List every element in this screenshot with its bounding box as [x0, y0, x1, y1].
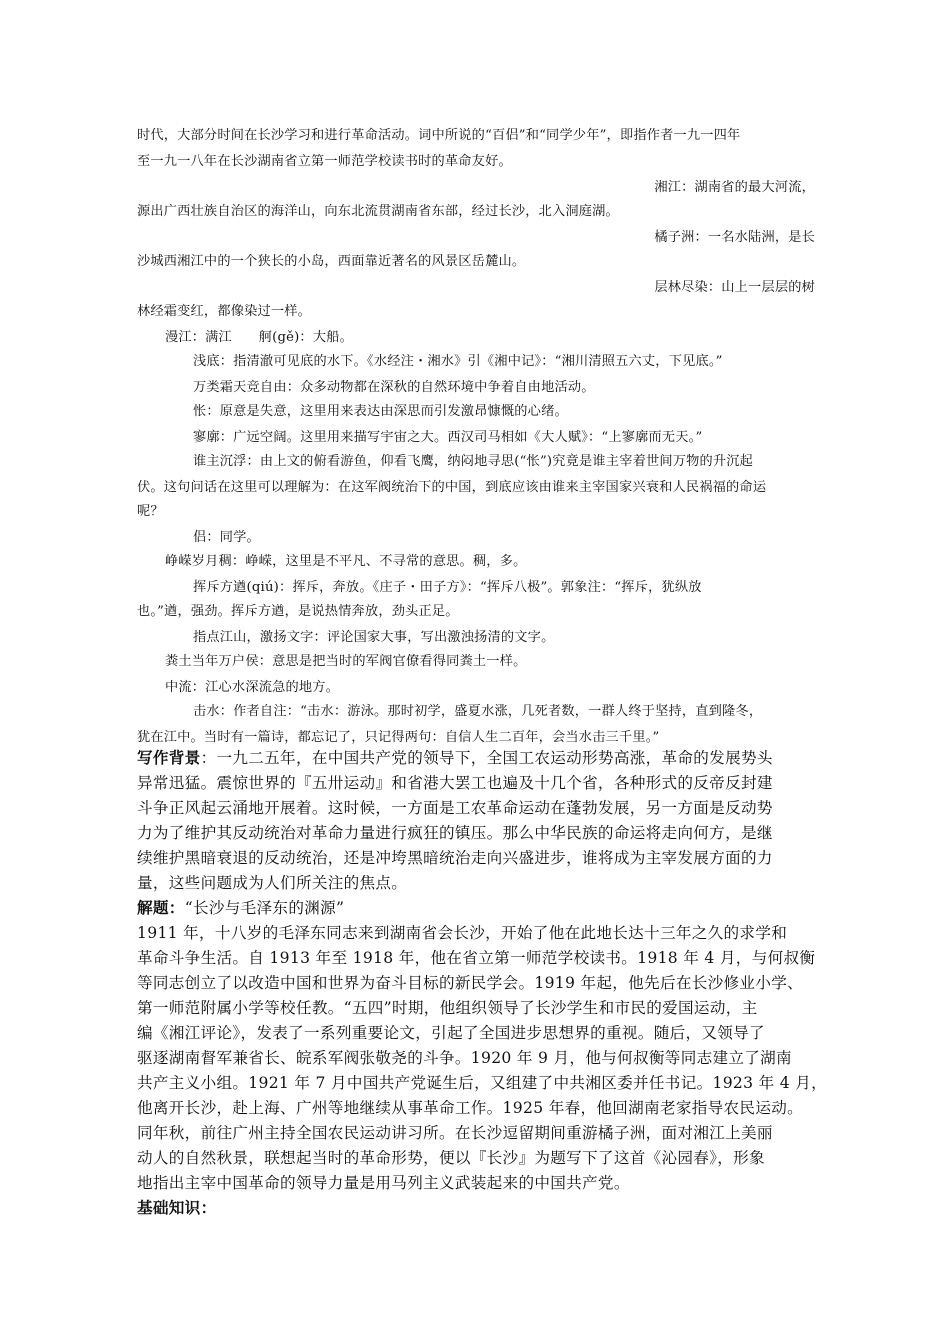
note-line: 湘江：湖南省的最大河流，	[654, 180, 815, 195]
solution-heading: 解题：	[137, 898, 185, 917]
writing-background-line: 异常迅猛。震惊世界的『五卅运动』和省港大罢工也遍及十几个省，各种形式的反帝反封建	[137, 774, 773, 792]
note-line: 伏。这句问话在这里可以理解为：在这军阀统治下的中国，到底应该由谁来主宰国家兴衰和人民祸福的命运	[137, 480, 767, 495]
solution-line: 革命斗争生活。自 1913 年至 1918 年，他在省立第一师范学校读书。1918 年 4 月，与何叔衡	[137, 949, 816, 967]
solution-line: 动人的自然秋景，联想起当时的革命形势，便以『长沙』为题写下了这首《沁园春》，形象	[137, 1149, 765, 1167]
solution-line: 地指出主宰中国革命的领导力量是用马列主义武装起来的中国共产党。	[137, 1174, 630, 1192]
note-line: 峥嵘岁月稠：峥嵘，这里是不平凡、不寻常的意思。稠，多。	[165, 554, 527, 569]
solution-line: 编《湘江评论》，发表了一系列重要论文，引起了全国进步思想界的重视。随后，又领导了	[137, 1024, 765, 1042]
solution-line: 驱逐湖南督军兼省长、皖系军阀张敬尧的斗争。1920 年 9 月，他与何叔衡等同志建立了湖南	[137, 1049, 792, 1067]
solution-line: 等同志创立了以改造中国和世界为奋斗目标的新民学会。1919 年起，他先后在长沙修业小学、	[137, 974, 803, 992]
solution-subtitle: “长沙与毛泽东的渊源”	[184, 899, 345, 917]
note-line: 怅：原意是失意，这里用来表达由深思而引发激昂慷慨的心绪。	[193, 404, 568, 419]
writing-background-line: 写作背景：一九二五年，在中国共产党的领导下，全国工农运动形势高涨，革命的发展势头	[137, 748, 773, 767]
note-line: 浅底：指清澈可见底的水下。《水经注・湘水》引《湘中记》：“湘川清照五六丈，下见底。”	[193, 354, 723, 369]
note-line: 层林尽染：山上一层层的树	[654, 280, 815, 295]
note-line: 万类霜天竞自由：众多动物都在深秋的自然环境中争着自由地活动。	[193, 380, 595, 395]
solution-line: 第一师范附属小学等校任教。“五四”时期，他组织领导了长沙学生和市民的爱国运动，主	[137, 999, 758, 1017]
writing-background-line: 量，这些问题成为人们所关注的焦点。	[137, 874, 408, 892]
writing-background-line: 力为了维护其反动统治对革命力量进行疯狂的镇压。那么中华民族的命运将走向何方，是继	[137, 824, 773, 842]
basic-knowledge-heading: 基础知识：	[137, 1198, 217, 1217]
note-line: 寥廓：广远空阔。这里用来描写宇宙之大。西汉司马相如《大人赋》：“上寥廓而无天。”	[193, 430, 703, 445]
note-line: 至一九一八年在长沙湖南省立第一师范学校读书时的革命友好。	[137, 154, 512, 169]
note-line: 沙城西湘江中的一个狭长的小岛，西面靠近著名的风景区岳麓山。	[137, 254, 526, 269]
note-line: 犹在江中。当时有一篇诗，都忘记了，只记得两句：自信人生二百年，会当水击三千里。”	[137, 730, 660, 745]
solution-heading-line	[137, 896, 827, 921]
note-line: 也。”遒，强劲。挥斥方遒，是说热情奔放，劲头正足。	[137, 604, 459, 619]
note-line: 呢？	[137, 504, 164, 519]
note-line: 指点江山，激扬文字：评论国家大事，写出激浊扬清的文字。	[193, 630, 555, 645]
note-line: 谁主沉浮：由上文的俯看游鱼，仰看飞鹰，纳闷地寻思(“怅”)究竟是谁主宰着世间万物的升沉起	[193, 454, 754, 469]
writing-background-heading: 写作背景	[137, 748, 201, 767]
note-line: 粪土当年万户侯：意思是把当时的军阀官僚看得同粪土一样。	[165, 654, 527, 669]
note-line: 林经霜变红，都像染过一样。	[137, 304, 312, 319]
note-line: 侣：同学。	[193, 530, 260, 545]
note-line: 时代，大部分时间在长沙学习和进行革命活动。词中所说的“百侣”和“同学少年”，即指作者一九一四年	[137, 128, 741, 143]
solution-line: 共产主义小组。1921 年 7 月中国共产党诞生后，又组建了中共湘区委并任书记。1923 年 4 月，	[137, 1074, 828, 1092]
solution-line: 同年秋，前往广州主持全国农民运动讲习所。在长沙逗留期间重游橘子洲，面对湘江上美丽	[137, 1124, 773, 1142]
note-line: 源出广西壮族自治区的海洋山，向东北流贯湖南省东部，经过长沙，北入洞庭湖。	[137, 204, 619, 219]
note-line: 击水：作者自注：“击水：游泳。那时初学，盛夏水涨，几死者数，一群人终于坚持，直到隆冬，	[193, 704, 763, 719]
solution-line: 他离开长沙，赴上海、广州等地继续从事革命工作。1925 年春，他回湖南老家指导农民运动。	[137, 1099, 803, 1117]
note-line: 橘子洲：一名水陆洲，是长	[654, 230, 815, 245]
writing-background-line: 续维护黑暗衰退的反动统治，还是冲垮黑暗统治走向兴盛进步，谁将成为主宰发展方面的力	[137, 849, 773, 867]
note-line: 中流：江心水深流急的地方。	[165, 680, 340, 695]
solution-line: 1911 年，十八岁的毛泽东同志来到湖南省会长沙，开始了他在此地长达十三年之久的求学和	[137, 924, 788, 942]
note-line: 漫江：满江 舸(gě)：大船。	[165, 330, 353, 345]
writing-background-line: 斗争正风起云涌地开展着。这时候，一方面是工农革命运动在蓬勃发展，另一方面是反动势	[137, 799, 773, 817]
note-line: 挥斥方遒(qiú)：挥斥，奔放。《庄子・田子方》：“挥斥八极”。郭象注：“挥斥，犹纵放	[193, 580, 702, 595]
